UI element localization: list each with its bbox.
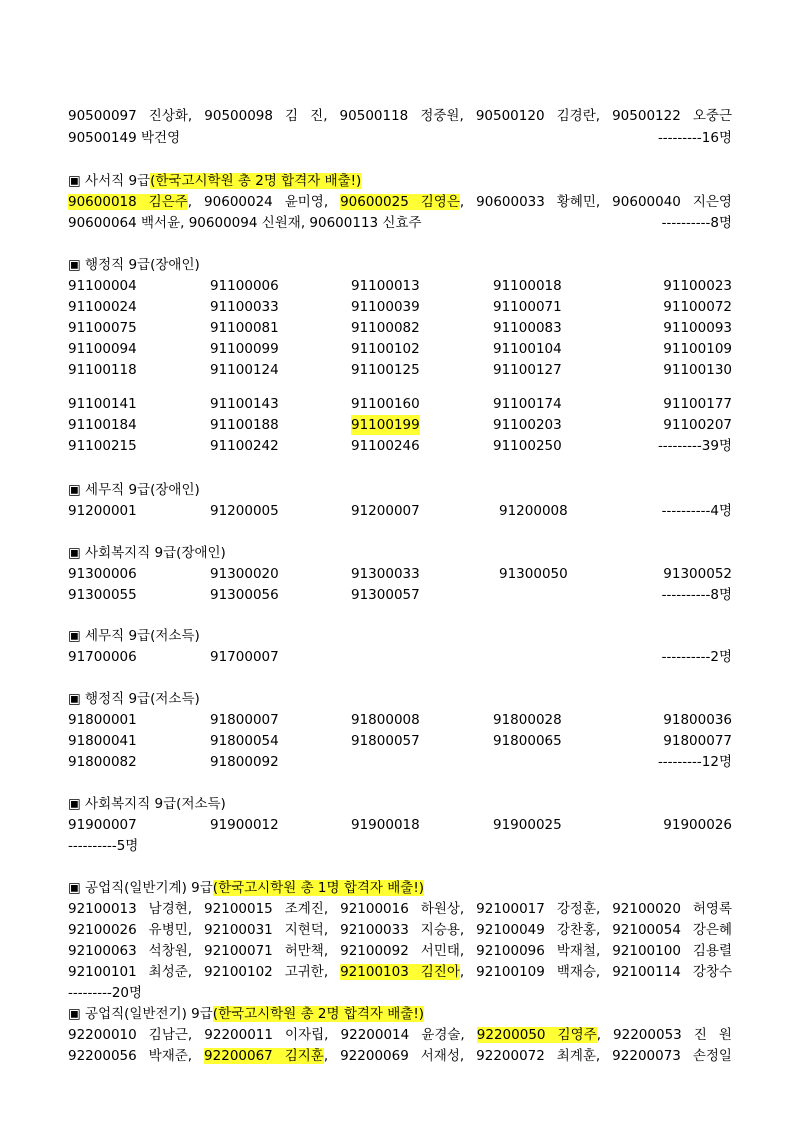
- number: 91200005: [210, 503, 279, 519]
- number: 91100094: [68, 341, 137, 357]
- highlight-note: (한국고시학원 총 2명 합격자 배출!): [150, 173, 362, 189]
- number: 91100125: [351, 362, 420, 378]
- text-line: [68, 920, 732, 940]
- number: 91900025: [493, 817, 562, 833]
- number-row: [68, 752, 732, 772]
- number-row: [68, 501, 732, 521]
- text-line: [68, 899, 732, 919]
- number: 91100124: [210, 362, 279, 378]
- heading-text: ▣ 사회복지직 9급(장애인): [68, 545, 226, 561]
- highlighted-name: 92200067 김지훈: [204, 1048, 324, 1064]
- count-text: ----------8명: [661, 215, 732, 231]
- number: 91100039: [351, 299, 420, 315]
- number-row: [68, 360, 732, 380]
- highlight-note: (한국고시학원 총 1명 합격자 배출!): [212, 880, 425, 896]
- section-heading: [68, 480, 732, 500]
- number: 91100127: [493, 362, 562, 378]
- number: 91300056: [210, 587, 279, 603]
- number: 91800001: [68, 712, 137, 728]
- number: 91100177: [663, 396, 732, 412]
- number: 91100018: [493, 278, 562, 294]
- number: 91100246: [351, 438, 420, 454]
- number: 91800065: [493, 733, 562, 749]
- number-row: [68, 564, 732, 584]
- number: 91100130: [663, 362, 732, 378]
- number: 91900018: [351, 817, 420, 833]
- number: 91200007: [351, 503, 420, 519]
- heading-text: ▣ 행정직 9급(장애인): [68, 257, 200, 273]
- number: 91100109: [663, 341, 732, 357]
- number: 91700006: [68, 649, 137, 665]
- heading-text: ▣ 공업직(일반기계) 9급: [68, 880, 213, 896]
- text-line: [68, 983, 732, 1003]
- line-text: 92200010 김남근, 92200011 이자립, 92200014 윤경술,: [68, 1027, 477, 1043]
- number: 91100174: [493, 396, 562, 412]
- heading-text: ▣ 사회복지직 9급(저소득): [68, 796, 226, 812]
- number: 91100081: [210, 320, 279, 336]
- number-row: [68, 415, 732, 435]
- line-text: , 92100109 백재승, 92100114 강창수: [459, 964, 732, 980]
- line-text: , 90600024 윤미영,: [187, 194, 341, 210]
- text-line: [68, 128, 732, 148]
- count-text: ---------39명: [657, 438, 732, 454]
- highlighted-name: 92200050 김영주: [476, 1027, 597, 1043]
- number-row: [68, 436, 732, 456]
- count-text: ----------5명: [68, 838, 139, 854]
- number: 91100104: [493, 341, 562, 357]
- text-line: [68, 941, 732, 961]
- text-line: [68, 1046, 732, 1066]
- highlighted-name: 90600018 김은주: [68, 194, 188, 210]
- number: 91100250: [493, 438, 562, 454]
- number-row: [68, 815, 732, 835]
- section-heading: [68, 543, 732, 563]
- section-heading: [68, 794, 732, 814]
- line-text: 90500149 박건영: [68, 130, 181, 146]
- number: 91300033: [351, 566, 420, 582]
- number: 91800007: [210, 712, 279, 728]
- number: 91900026: [663, 817, 732, 833]
- section-heading: [68, 689, 732, 709]
- highlight-note: (한국고시학원 총 2명 합격자 배출!): [212, 1006, 425, 1022]
- number-row: [68, 339, 732, 359]
- number: 91300057: [351, 587, 420, 603]
- section-heading: [68, 255, 732, 275]
- number: 91100024: [68, 299, 137, 315]
- text-line: [68, 836, 732, 856]
- number: 91100075: [68, 320, 137, 336]
- number: 91800028: [493, 712, 562, 728]
- number: 91200001: [68, 503, 137, 519]
- count-text: ---------16명: [657, 130, 732, 146]
- line-text: , 90600033 황혜민, 90600040 지은영: [459, 194, 732, 210]
- number: 91100215: [68, 438, 137, 454]
- highlighted-name: 92100103 김진아: [340, 964, 460, 980]
- number: 91300055: [68, 587, 137, 603]
- count-text: ---------12명: [657, 754, 732, 770]
- number-row: [68, 297, 732, 317]
- number: 91800077: [663, 733, 732, 749]
- number: 91100093: [663, 320, 732, 336]
- line-text: 92100063 석창원, 92100071 허만책, 92100092 서민태, 92100096 박재철, 92100100 김용렬: [68, 943, 732, 959]
- number-row: [68, 647, 732, 667]
- number: 91100082: [351, 320, 420, 336]
- count-text: ----------4명: [661, 503, 732, 519]
- number: 91100242: [210, 438, 279, 454]
- heading-text: ▣ 공업직(일반전기) 9급: [68, 1006, 213, 1022]
- number-row: [68, 276, 732, 296]
- number: 91100033: [210, 299, 279, 315]
- number: 91300052: [663, 566, 732, 582]
- text-line: [68, 1025, 732, 1045]
- number: 91100004: [68, 278, 137, 294]
- count-text: ----------2명: [661, 649, 732, 665]
- heading-text: ▣ 세무직 9급(장애인): [68, 482, 200, 498]
- number: 91100102: [351, 341, 420, 357]
- number-row: [68, 318, 732, 338]
- number: 91800054: [210, 733, 279, 749]
- number: 91100023: [663, 278, 732, 294]
- number: 91200008: [499, 503, 568, 519]
- number: 91100203: [493, 417, 562, 433]
- number-row: [68, 710, 732, 730]
- number: 91300006: [68, 566, 137, 582]
- number: 91100099: [210, 341, 279, 357]
- highlighted-name: 90600025 김영은: [340, 194, 460, 210]
- section-heading: [68, 626, 732, 646]
- number: 91100143: [210, 396, 279, 412]
- number: 91100006: [210, 278, 279, 294]
- number: 91900012: [210, 817, 279, 833]
- number: 91100184: [68, 417, 137, 433]
- number: 91800036: [663, 712, 732, 728]
- heading-text: ▣ 사서직 9급: [68, 173, 151, 189]
- number-row: [68, 585, 732, 605]
- number: 91100199: [351, 417, 420, 433]
- number: 91100188: [210, 417, 279, 433]
- number: 91900007: [68, 817, 137, 833]
- number: 91100013: [351, 278, 420, 294]
- number: 91100072: [663, 299, 732, 315]
- number: 91800041: [68, 733, 137, 749]
- number-row: [68, 394, 732, 414]
- number: 91300050: [499, 566, 568, 582]
- number-row: [68, 731, 732, 751]
- section-heading: [68, 171, 732, 191]
- number: 91100118: [68, 362, 137, 378]
- section-heading: [68, 878, 732, 898]
- text-line: [68, 192, 732, 212]
- count-text: ---------20명: [68, 985, 143, 1001]
- number: 91100141: [68, 396, 137, 412]
- section-heading: [68, 1004, 732, 1024]
- line-text: 92100013 남경현, 92100015 조계진, 92100016 하원상, 92100017 강정훈, 92100020 허영록: [68, 901, 732, 917]
- line-text: , 92200053 진 원: [596, 1027, 732, 1043]
- number: 91100160: [351, 396, 420, 412]
- count-text: ----------8명: [661, 587, 732, 603]
- heading-text: ▣ 세무직 9급(저소득): [68, 628, 200, 644]
- text-line: [68, 962, 732, 982]
- number: 91800092: [210, 754, 279, 770]
- number: 91700007: [210, 649, 279, 665]
- number: 91800057: [351, 733, 420, 749]
- text-line: [68, 106, 732, 126]
- number: 91800008: [351, 712, 420, 728]
- line-text: 92100026 유병민, 92100031 지현덕, 92100033 지승용, 92100049 강찬홍, 92100054 강은혜: [68, 922, 732, 938]
- text-line: [68, 213, 732, 233]
- number: 91100071: [493, 299, 562, 315]
- line-text: 90600064 백서윤, 90600094 신원재, 90600113 신효주: [68, 215, 422, 231]
- heading-text: ▣ 행정직 9급(저소득): [68, 691, 200, 707]
- number: 91100083: [493, 320, 562, 336]
- line-text: 92100101 최성준, 92100102 고귀한,: [68, 964, 341, 980]
- line-text: , 92200069 서재성, 92200072 최계훈, 92200073 손정일: [323, 1048, 732, 1064]
- number: 91300020: [210, 566, 279, 582]
- number: 91100207: [663, 417, 732, 433]
- line-text: 90500097 진상화, 90500098 김 진, 90500118 정중원, 90500120 김경란, 90500122 오중근: [68, 108, 732, 124]
- number: 91800082: [68, 754, 137, 770]
- line-text: 92200056 박재준,: [68, 1048, 205, 1064]
